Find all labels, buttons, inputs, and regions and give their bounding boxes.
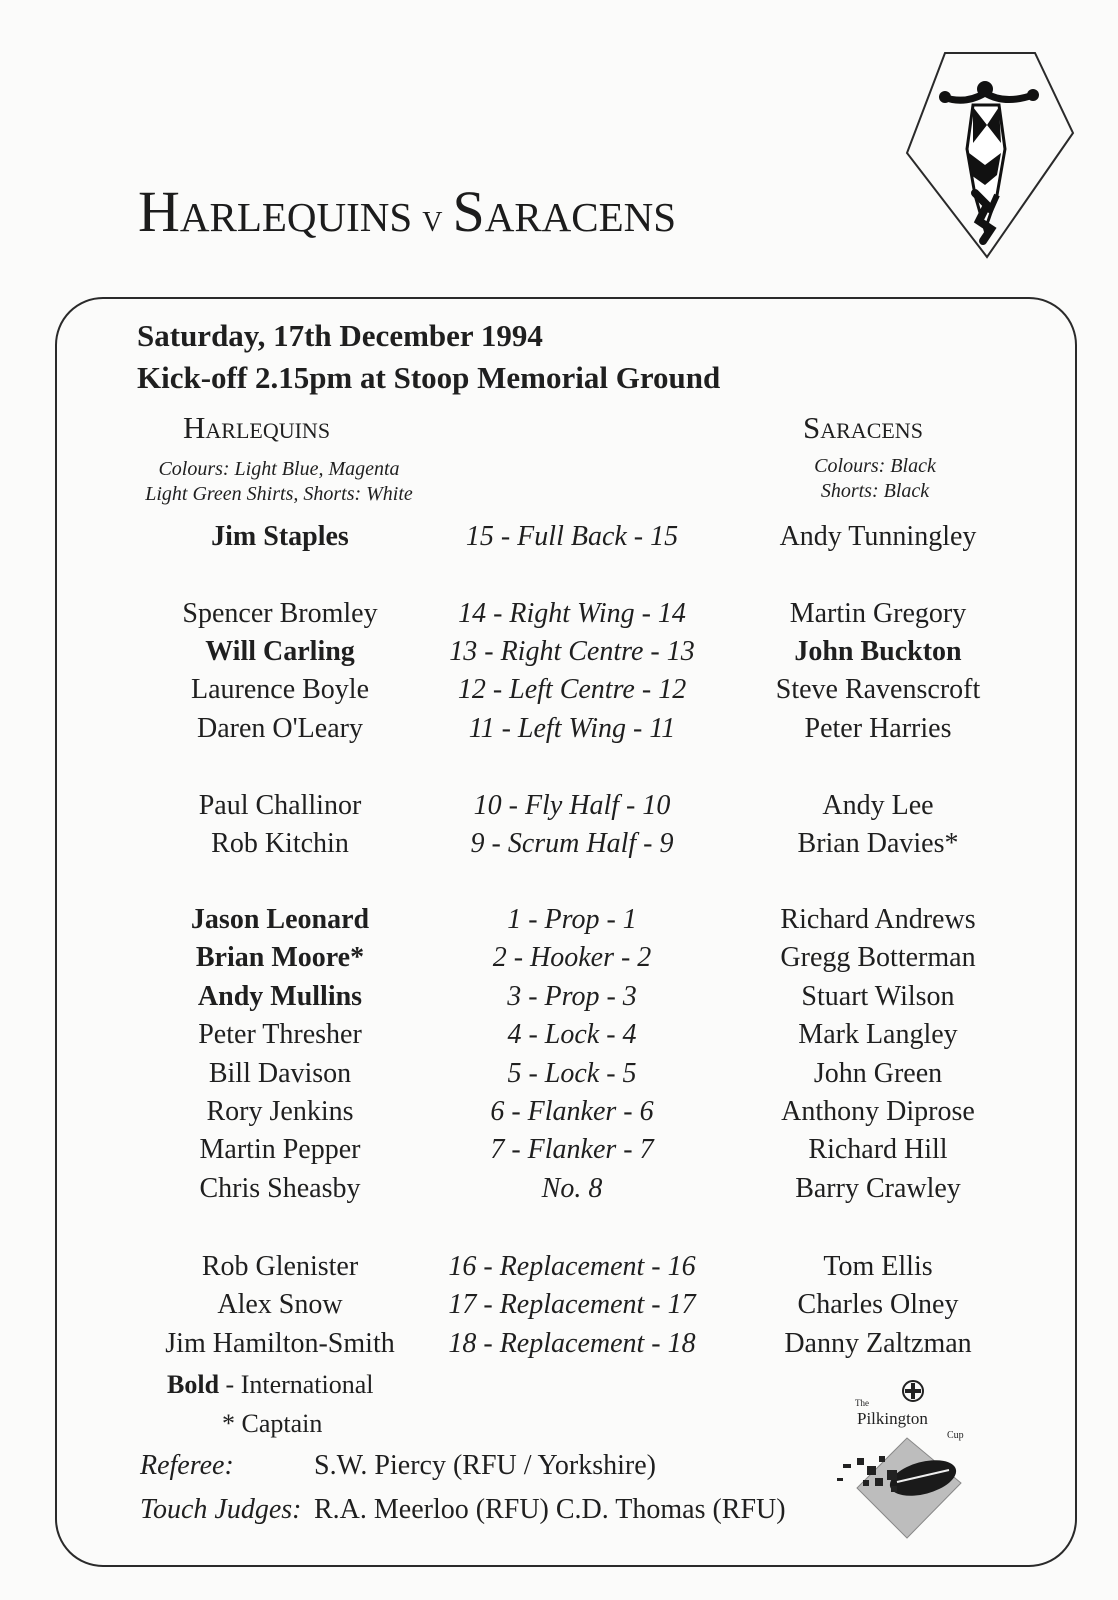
away-player: Anthony Diprose [781, 1096, 975, 1127]
logo-text-the: The [855, 1398, 869, 1408]
lineup-row [0, 1328, 1118, 1366]
lineup-row [0, 1134, 1118, 1172]
legend-international [167, 1370, 374, 1400]
position-label: 5 - Lock - 5 [507, 1058, 637, 1089]
home-team-heading: Harlequins [183, 410, 331, 445]
legend-captain: * Captain [222, 1409, 323, 1438]
home-colours-line: Colours: Light Blue, Magenta [158, 458, 400, 480]
title-away: Saracens [452, 179, 677, 244]
lineup-row [0, 521, 1118, 559]
touch-judges-names: R.A. Meerloo (RFU) C.D. Thomas (RFU) [314, 1494, 786, 1525]
home-player: Peter Thresher [198, 1019, 362, 1050]
away-player: Andy Lee [822, 790, 934, 821]
away-colours-line: Colours: Black [814, 455, 936, 477]
home-player: Laurence Boyle [190, 674, 370, 705]
referee-label: Referee: [140, 1450, 234, 1481]
home-player: Rob Kitchin [211, 828, 349, 859]
home-player: Spencer Bromley [182, 598, 378, 629]
position-label: 17 - Replacement - 17 [448, 1289, 696, 1320]
position-label: 13 - Right Centre - 13 [449, 636, 695, 667]
home-player: Chris Sheasby [199, 1173, 361, 1204]
away-player: Peter Harries [804, 713, 952, 744]
lineup-row [0, 904, 1118, 942]
home-player: Martin Pepper [199, 1134, 361, 1165]
position-label: 7 - Flanker - 7 [490, 1134, 654, 1165]
title-vs: v [422, 195, 443, 240]
position-label: 4 - Lock - 4 [507, 1019, 637, 1050]
lineup-row [0, 790, 1118, 828]
lineup-row [0, 828, 1118, 866]
away-team-heading: Saracens [803, 410, 923, 445]
position-label: 16 - Replacement - 16 [448, 1251, 696, 1282]
position-label: 11 - Left Wing - 11 [468, 713, 676, 744]
away-player: Mark Langley [798, 1019, 958, 1050]
away-player: Steve Ravenscroft [775, 674, 981, 705]
lineup-row [0, 942, 1118, 980]
home-player: Brian Moore* [195, 942, 365, 973]
page-title [138, 178, 676, 245]
lineup-row [0, 713, 1118, 751]
home-player: Alex Snow [217, 1289, 343, 1320]
lineup-row [0, 1173, 1118, 1211]
home-player: Rob Glenister [201, 1251, 359, 1282]
home-player: Daren O'Leary [197, 713, 363, 744]
away-player: Richard Hill [808, 1134, 948, 1165]
home-player: Jason Leonard [190, 904, 370, 935]
position-label: No. 8 [541, 1173, 603, 1204]
lineup-row [0, 598, 1118, 636]
home-player: Paul Challinor [198, 790, 362, 821]
away-player: Andy Tunningley [779, 521, 977, 552]
away-player: Martin Gregory [789, 598, 967, 629]
lineup-row [0, 636, 1118, 674]
harlequins-crest-icon [905, 45, 1075, 260]
away-player: Barry Crawley [795, 1173, 961, 1204]
pilkington-cup-logo [835, 1378, 975, 1543]
legend-bold-text: - International [219, 1370, 374, 1399]
away-player: Brian Davies* [797, 828, 959, 859]
position-label: 15 - Full Back - 15 [465, 521, 679, 552]
position-label: 14 - Right Wing - 14 [458, 598, 686, 629]
position-label: 1 - Prop - 1 [507, 904, 637, 935]
away-colours-line: Shorts: Black [820, 480, 930, 502]
position-label: 18 - Replacement - 18 [448, 1328, 696, 1359]
home-player: Rory Jenkins [206, 1096, 354, 1127]
lineup-row [0, 674, 1118, 712]
title-home: Harlequins [138, 179, 413, 244]
touch-judges-label: Touch Judges: [140, 1494, 302, 1525]
position-label: 10 - Fly Half - 10 [473, 790, 671, 821]
lineup-row [0, 1096, 1118, 1134]
position-label: 2 - Hooker - 2 [492, 942, 652, 973]
away-player: Tom Ellis [823, 1251, 933, 1282]
home-colours [137, 457, 421, 507]
referee-name: S.W. Piercy (RFU / Yorkshire) [314, 1450, 656, 1481]
home-player: Jim Staples [211, 521, 349, 552]
lineup-row [0, 981, 1118, 1019]
lineup-row [0, 1289, 1118, 1327]
away-player: Richard Andrews [780, 904, 976, 935]
match-kickoff: Kick-off 2.15pm at Stoop Memorial Ground [137, 360, 721, 395]
home-player: Bill Davison [208, 1058, 352, 1089]
away-player: Danny Zaltzman [784, 1328, 972, 1359]
legend-bold-word: Bold [167, 1370, 220, 1399]
position-label: 6 - Flanker - 6 [490, 1096, 654, 1127]
away-player: John Buckton [794, 636, 962, 667]
away-colours [770, 454, 980, 504]
logo-text-pilkington: Pilkington [857, 1409, 928, 1428]
lineup-row [0, 1019, 1118, 1057]
position-label: 12 - Left Centre - 12 [457, 674, 687, 705]
away-player: Charles Olney [797, 1289, 959, 1320]
match-date: Saturday, 17th December 1994 [137, 318, 543, 353]
home-player: Jim Hamilton-Smith [165, 1328, 395, 1359]
logo-text-cup: Cup [947, 1430, 964, 1441]
away-player: John Green [813, 1058, 943, 1089]
home-colours-line: Light Green Shirts, Shorts: White [145, 483, 413, 505]
lineup-row [0, 1251, 1118, 1289]
lineup-row [0, 1058, 1118, 1096]
position-label: 3 - Prop - 3 [507, 981, 637, 1012]
home-player: Andy Mullins [197, 981, 363, 1012]
position-label: 9 - Scrum Half - 9 [470, 828, 674, 859]
away-player: Stuart Wilson [801, 981, 955, 1012]
home-player: Will Carling [205, 636, 355, 667]
away-player: Gregg Botterman [780, 942, 976, 973]
